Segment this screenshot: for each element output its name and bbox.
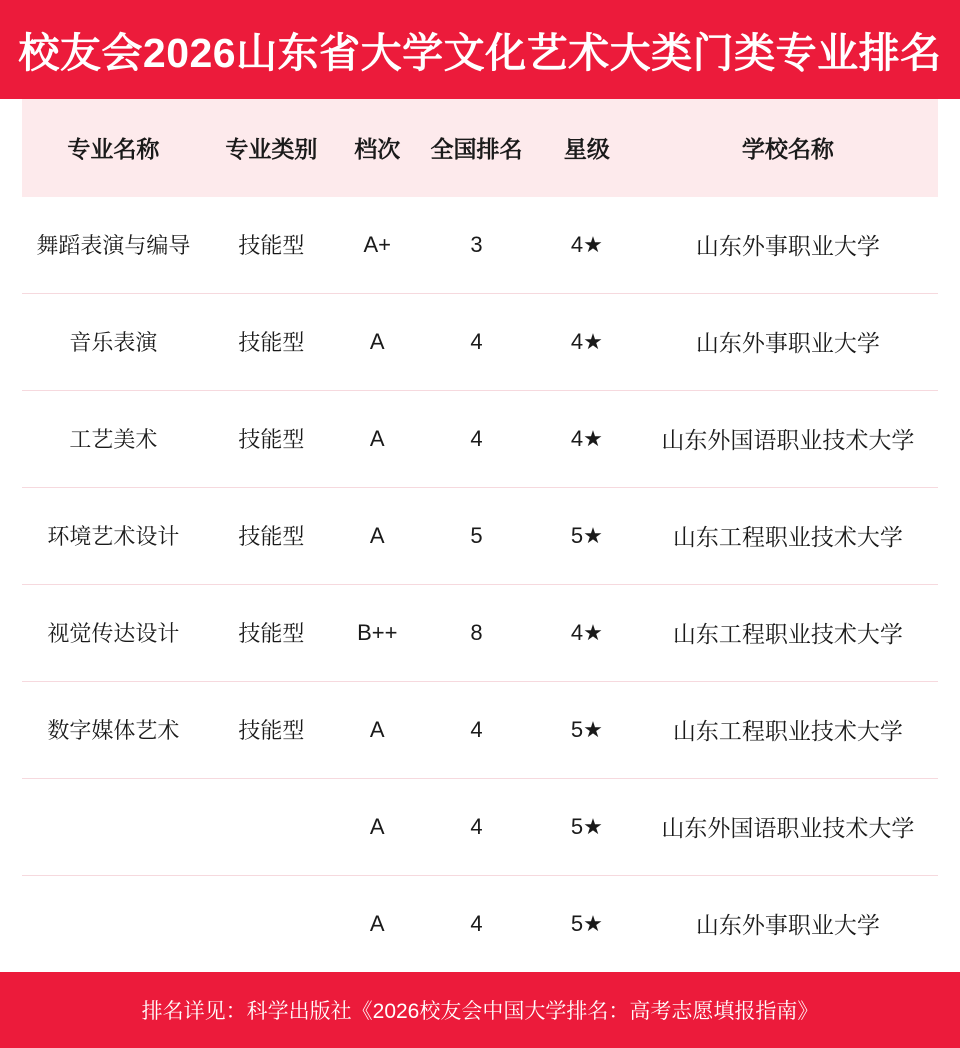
cell-school: 山东外国语职业技术大学 xyxy=(638,390,938,487)
cell-rank: 5 xyxy=(417,487,537,584)
cell-type xyxy=(205,875,338,972)
cell-major: 工艺美术 xyxy=(22,390,205,487)
cell-grade: A+ xyxy=(338,197,417,294)
column-header-star: 星级 xyxy=(563,136,610,163)
cell-rank: 4 xyxy=(417,778,537,875)
table-body xyxy=(22,197,938,972)
cell-type: 技能型 xyxy=(205,293,338,390)
cell-school: 山东外国语职业技术大学 xyxy=(638,778,938,875)
cell-major: 舞蹈表演与编导 xyxy=(22,197,205,294)
cell-grade: A xyxy=(338,487,417,584)
page-title: 校友会2026山东省大学文化艺术大类门类专业排名 xyxy=(18,29,942,76)
table-row xyxy=(22,197,938,294)
cell-school: 山东外事职业大学 xyxy=(638,197,938,294)
cell-type: 技能型 xyxy=(205,390,338,487)
table-row xyxy=(22,681,938,778)
cell-star: 5★ xyxy=(536,681,637,778)
cell-grade: A xyxy=(338,778,417,875)
table-header-row xyxy=(22,99,938,197)
page-header xyxy=(0,0,960,99)
column-header-rank: 全国排名 xyxy=(430,136,523,163)
footer-note: 排名详见：科学出版社《2026校友会中国大学排名：高考志愿填报指南》 xyxy=(141,999,819,1023)
cell-major: 视觉传达设计 xyxy=(22,584,205,681)
cell-major xyxy=(22,778,205,875)
column-header-major: 专业名称 xyxy=(67,136,160,163)
cell-rank: 4 xyxy=(417,390,537,487)
cell-school: 山东工程职业技术大学 xyxy=(638,487,938,584)
cell-rank: 4 xyxy=(417,875,537,972)
cell-grade: B++ xyxy=(338,584,417,681)
cell-star: 4★ xyxy=(536,390,637,487)
cell-major: 音乐表演 xyxy=(22,293,205,390)
cell-type: 技能型 xyxy=(205,584,338,681)
cell-school: 山东工程职业技术大学 xyxy=(638,681,938,778)
cell-type: 技能型 xyxy=(205,681,338,778)
column-header-school: 学校名称 xyxy=(741,136,834,163)
cell-grade: A xyxy=(338,293,417,390)
cell-grade: A xyxy=(338,390,417,487)
ranking-table xyxy=(22,99,938,972)
column-header-grade: 档次 xyxy=(354,136,401,163)
table-row xyxy=(22,778,938,875)
cell-major: 数字媒体艺术 xyxy=(22,681,205,778)
cell-rank: 4 xyxy=(417,293,537,390)
ranking-table-container xyxy=(0,99,960,972)
cell-type xyxy=(205,778,338,875)
column-header-type: 专业类别 xyxy=(225,136,318,163)
cell-major: 环境艺术设计 xyxy=(22,487,205,584)
cell-grade: A xyxy=(338,681,417,778)
cell-school: 山东外事职业大学 xyxy=(638,293,938,390)
table-row xyxy=(22,584,938,681)
cell-grade: A xyxy=(338,875,417,972)
table-row xyxy=(22,487,938,584)
cell-star: 4★ xyxy=(536,584,637,681)
page-footer xyxy=(0,972,960,1048)
cell-star: 5★ xyxy=(536,875,637,972)
cell-school: 山东工程职业技术大学 xyxy=(638,584,938,681)
table-header xyxy=(22,99,938,197)
cell-type: 技能型 xyxy=(205,487,338,584)
cell-major xyxy=(22,875,205,972)
cell-rank: 4 xyxy=(417,681,537,778)
table-row xyxy=(22,875,938,972)
cell-rank: 3 xyxy=(417,197,537,294)
table-row xyxy=(22,293,938,390)
cell-school: 山东外事职业大学 xyxy=(638,875,938,972)
cell-star: 4★ xyxy=(536,293,637,390)
cell-star: 4★ xyxy=(536,197,637,294)
cell-rank: 8 xyxy=(417,584,537,681)
cell-star: 5★ xyxy=(536,487,637,584)
cell-star: 5★ xyxy=(536,778,637,875)
table-row xyxy=(22,390,938,487)
cell-type: 技能型 xyxy=(205,197,338,294)
